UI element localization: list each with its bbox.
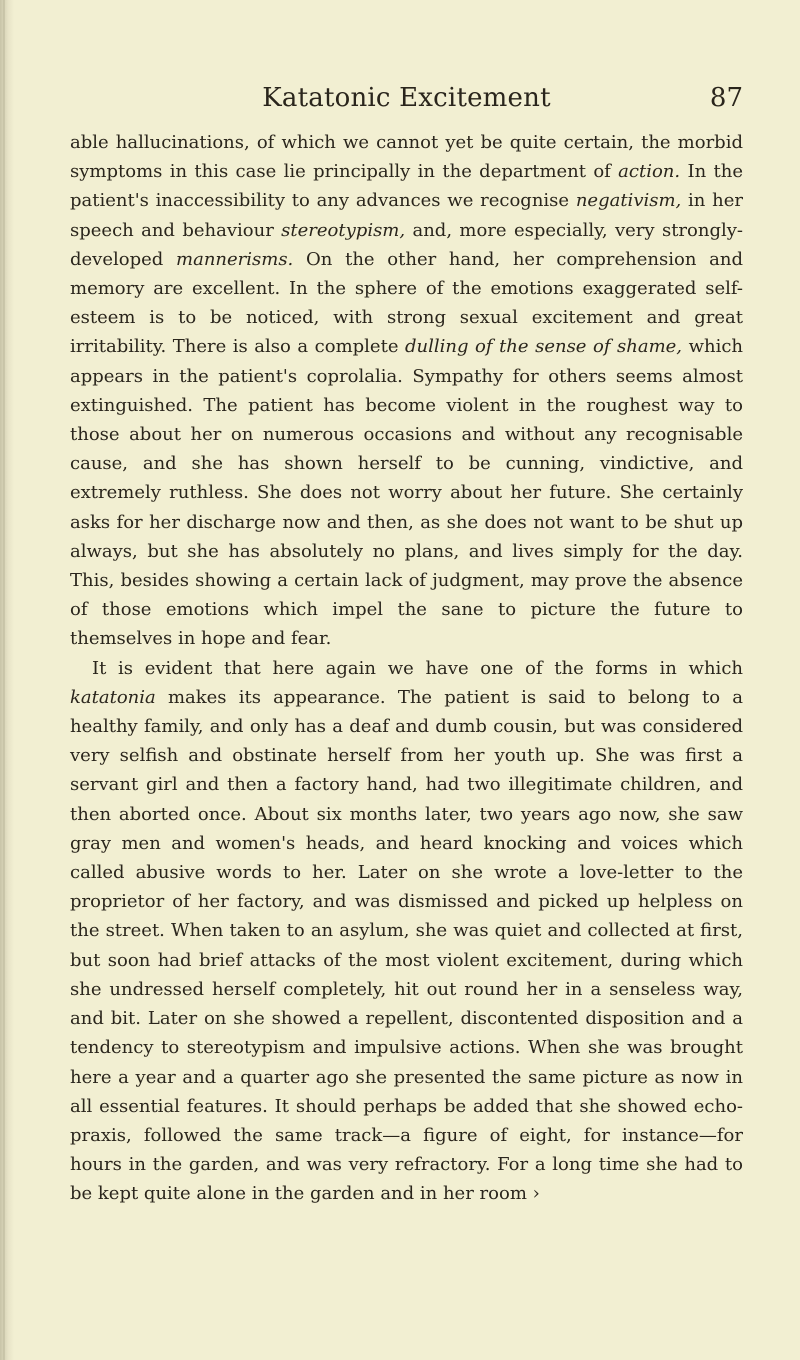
text-segment: makes its appearance. The patient is said to belong to a healthy family, and only has a deaf and dumb cousin, but was considered very selfish and obstinate herself from her youth up. She was first a servant girl and then a factory hand, had two illegitimate children, and then aborted once. About six months later, two years ago now, she saw gray men and women's heads, and heard knocking and voices which called abusive words to her. Later on she wrote a love-letter to the proprietor of her factory, and was dismissed and picked up helpless on the street. When taken to an asylum, she was quiet and collected at first, but soon had brief attacks of the most violent excitement, during which she undressed herself completely, hit out round her in a senseless way, and bit. Later on she showed a repellent, discontented disposition and a tendency to stereotypism and impulsive actions. When she was brought here a year and a quarter ago she presented the same picture as now in all essential features. It should perhaps be added that she showed echo-praxis, followed the same track—a figure of eight, for instance—for hours in the garden, and was very refractory. For a long time she had to be kept quite alone in the garden and in her room › (70, 686, 743, 1205)
text-segment: and, more especially, very strongly-developed (70, 219, 743, 270)
text-segment: in her speech and behaviour (70, 190, 743, 241)
page-number: 87 (709, 83, 743, 113)
paragraph-2 (70, 654, 743, 1209)
italic-text-segment: katatonia (70, 686, 156, 708)
text-segment: It is evident that here again we have one of the forms in which (92, 657, 743, 679)
page-gutter-line (3, 0, 5, 1360)
page-header (70, 78, 743, 118)
italic-text-segment: dulling of the sense of shame, (405, 336, 683, 358)
italic-text-segment: action. (618, 161, 681, 183)
italic-text-segment: negativism, (575, 190, 682, 212)
text-segment: In the patient's inaccessibility to any advances we recognise (70, 161, 743, 212)
running-head: Katatonic Excitement (262, 83, 551, 113)
italic-text-segment: stereotypism, (281, 219, 406, 241)
text-segment: able hallucinations, of which we cannot yet be quite certain, the morbid symptoms in this case lie principally in the department of (70, 132, 743, 183)
text-segment: which appears in the patient's coprolalia. Sympathy for others seems almost extinguished. The patient has become violent in the roughest way to those about her on numerous occasions and without any recognisable cause, and she has shown herself to be cunning, vindictive, and extremely ruthless. She does not worry about her future. She certainly asks for her discharge now and then, as she does not want to be shut up always, but she has absolutely no plans, and lives simply for the day. This, besides showing a certain lack of judgment, may prove the absence of those emotions which impel the sane to picture the future to themselves in hope and fear. (70, 336, 743, 650)
book-page (70, 78, 743, 1209)
paragraph-1 (70, 128, 743, 654)
italic-text-segment: mannerisms. (176, 248, 294, 270)
text-segment: On the other hand, her comprehension and memory are excellent. In the sphere of the emotions exaggerated self-esteem is to be noticed, with strong sexual excitement and great irritability. There is also a complete (70, 248, 743, 358)
page-body (70, 128, 743, 1209)
